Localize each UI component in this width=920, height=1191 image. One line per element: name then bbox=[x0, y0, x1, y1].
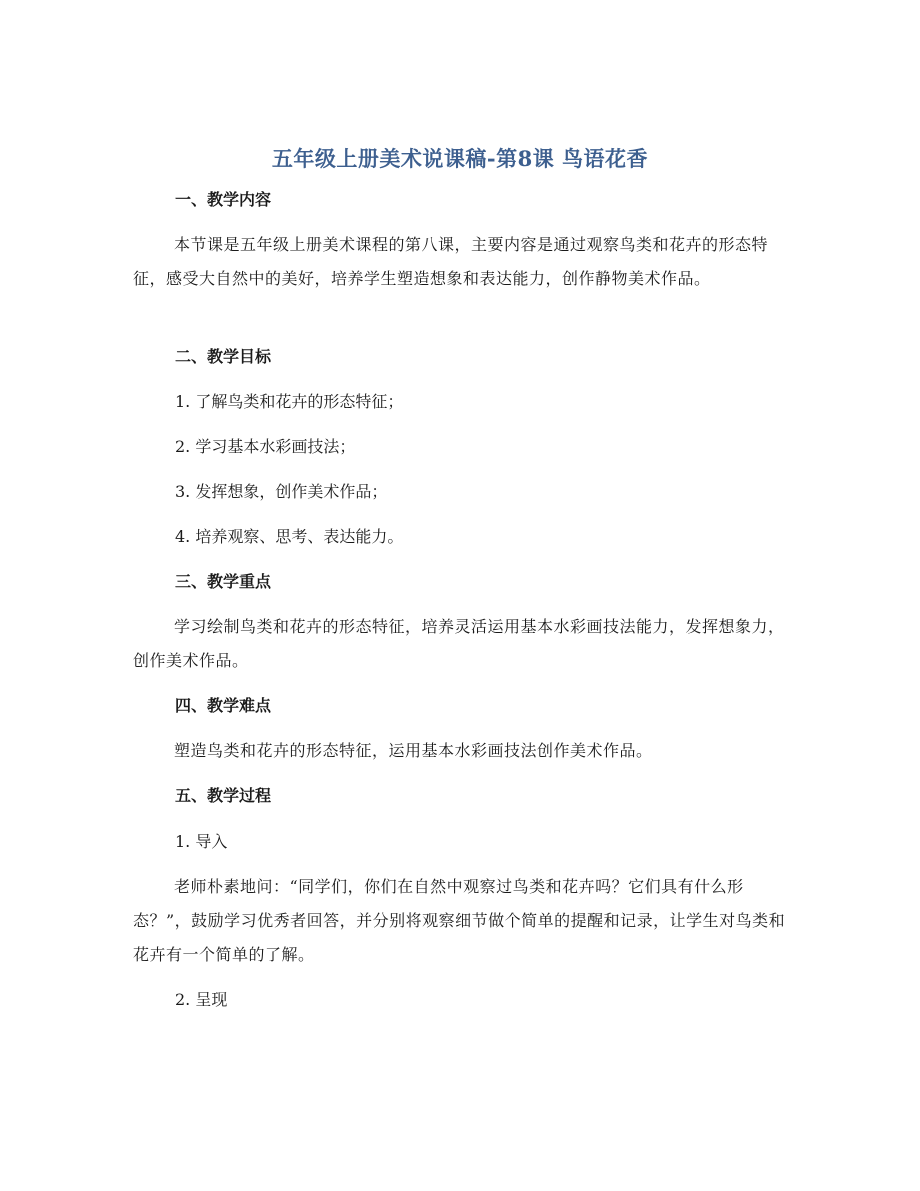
goal-item-4: 4. 培养观察、思考、表达能力。 bbox=[175, 527, 404, 546]
process-step-2-label: 2. 呈现 bbox=[175, 990, 228, 1009]
goal-item-3: 3. 发挥想象，创作美术作品； bbox=[175, 482, 388, 501]
section-heading-process: 五、教学过程 bbox=[175, 786, 272, 805]
document-title: 五年级上册美术说课稿-第8课 鸟语花香 bbox=[271, 146, 649, 171]
goal-item-1: 1. 了解鸟类和花卉的形态特征； bbox=[175, 392, 404, 411]
section-content-paragraph: 本节课是五年级上册美术课程的第八课，主要内容是通过观察鸟类和花卉的形态特征，感受大自然中的美好，培养学生塑造想象和表达能力，创作静物美术作品。 bbox=[133, 235, 769, 288]
section-heading-content: 一、教学内容 bbox=[175, 190, 272, 209]
section-heading-difficulties: 四、教学难点 bbox=[175, 696, 272, 715]
process-step-1-label: 1. 导入 bbox=[175, 832, 228, 851]
section-heading-goals: 二、教学目标 bbox=[175, 347, 272, 366]
goal-item-2: 2. 学习基本水彩画技法； bbox=[175, 437, 356, 456]
section-heading-key-points: 三、教学重点 bbox=[175, 572, 272, 591]
section-key-points-paragraph: 学习绘制鸟类和花卉的形态特征，培养灵活运用基本水彩画技法能力，发挥想象力，创作美术作品。 bbox=[133, 617, 785, 670]
process-step-1-paragraph: 老师朴素地问：“同学们，你们在自然中观察过鸟类和花卉吗？它们具有什么形态？”，鼓励学习优秀者回答，并分别将观察细节做个简单的提醒和记录，让学生对鸟类和花卉有一个简单的了解。 bbox=[133, 877, 786, 964]
section-difficulties-paragraph: 塑造鸟类和花卉的形态特征，运用基本水彩画技法创作美术作品。 bbox=[174, 741, 653, 760]
